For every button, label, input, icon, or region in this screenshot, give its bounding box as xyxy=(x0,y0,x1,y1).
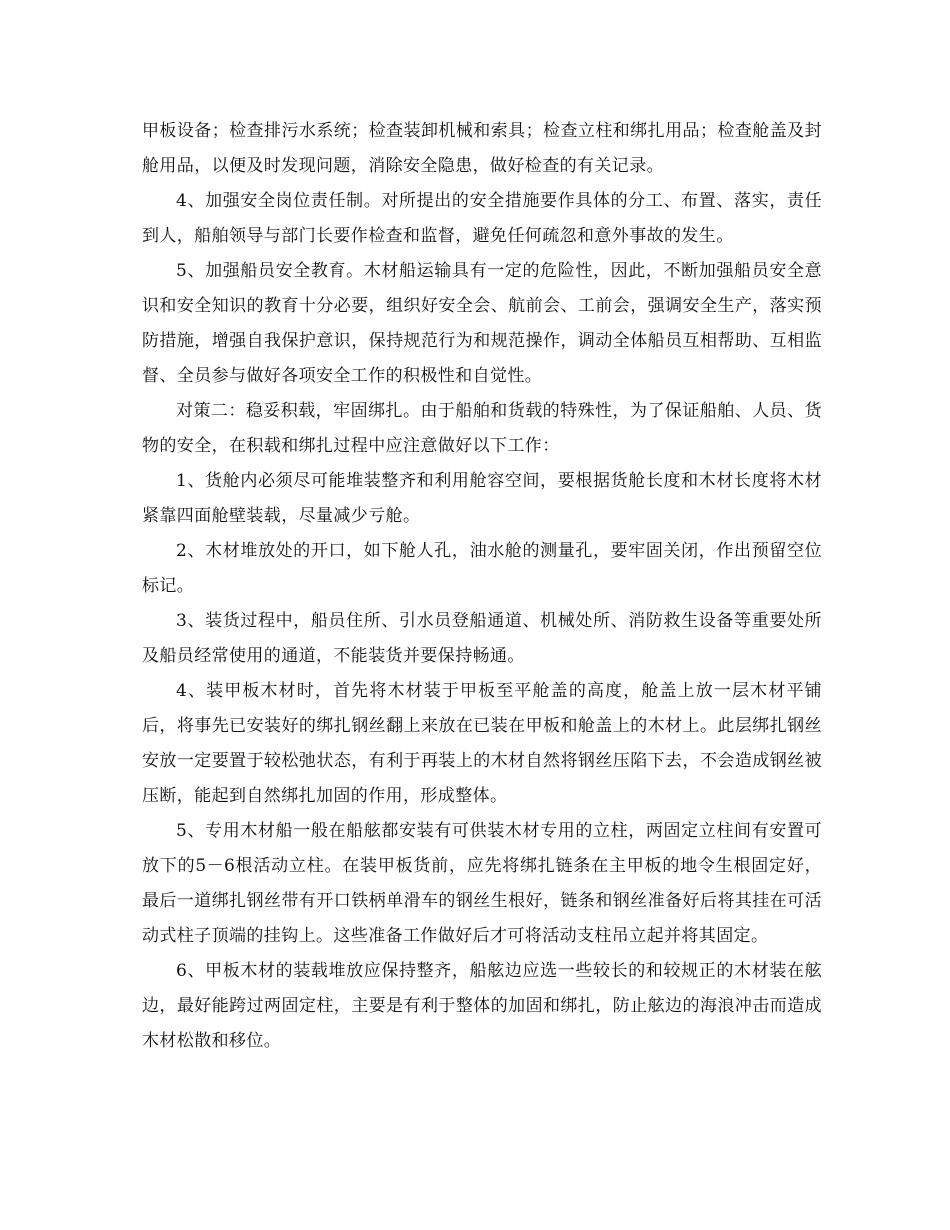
paragraph-safety-responsibility: 4、加强安全岗位责任制。对所提出的安全措施要作具体的分工、布置、落实，责任到人，船舶领导与部门长要作检查和监督，避免任何疏忽和意外事故的发生。 xyxy=(142,191,822,246)
paragraph-item-1-hold-stowage: 1、货舱内必须尽可能堆装整齐和利用舱容空间，要根据货舱长度和木材长度将木材紧靠四面舱壁装载，尽量减少亏舱。 xyxy=(142,471,822,526)
document-body xyxy=(142,114,822,1059)
paragraph-item-2-openings: 2、木材堆放处的开口，如下舱人孔，油水舱的测量孔，要牢固关闭，作出预留空位标记。 xyxy=(142,541,822,596)
paragraph-strategy-two: 对策二：稳妥积载，牢固绑扎。由于船舶和货载的特殊性，为了保证船舶、人员、货物的安全，在积载和绑扎过程中应注意做好以下工作： xyxy=(142,401,822,456)
paragraph-item-3-passages: 3、装货过程中，船员住所、引水员登船通道、机械处所、消防救生设备等重要处所及船员经常使用的通道，不能装货并要保持畅通。 xyxy=(142,611,822,666)
paragraph-inspection-list: 甲板设备；检查排污水系统；检查装卸机械和索具；检查立柱和绑扎用品；检查舱盖及封舱用品，以便及时发现问题，消除安全隐患，做好检查的有关记录。 xyxy=(142,121,822,176)
paragraph-item-4-deck-timber: 4、装甲板木材时，首先将木材装于甲板至平舱盖的高度，舱盖上放一层木材平铺后，将事先已安装好的绑扎钢丝翻上来放在已装在甲板和舱盖上的木材上。此层绑扎钢丝安放一定要置于较松弛状态，有利于再装上的木材自然将钢丝压陷下去，不会造成钢丝被压断，能起到自然绑扎加固的作用，形成整体。 xyxy=(142,681,822,806)
paragraph-crew-safety-education: 5、加强船员安全教育。木材船运输具有一定的危险性，因此，不断加强船员安全意识和安全知识的教育十分必要，组织好安全会、航前会、工前会，强调安全生产，落实预防措施，增强自我保护意识，保持规范行为和规范操作，调动全体船员互相帮助、互相监督、全员参与做好各项安全工作的积极性和自觉性。 xyxy=(142,261,822,386)
paragraph-item-6-deck-stacking: 6、甲板木材的装载堆放应保持整齐，船舷边应选一些较长的和较规正的木材装在舷边，最好能跨过两固定柱，主要是有利于整体的加固和绑扎，防止舷边的海浪冲击而造成木材松散和移位。 xyxy=(142,961,822,1051)
paragraph-item-5-stanchions: 5、专用木材船一般在船舷都安装有可供装木材专用的立柱，两固定立柱间有安置可放下的5－6根活动立柱。在装甲板货前，应先将绑扎链条在主甲板的地令生根固定好，最后一道绑扎钢丝带有开口铁柄单滑车的钢丝生根好，链条和钢丝准备好后将其挂在可活动式柱子顶端的挂钩上。这些准备工作做好后才可将活动支柱吊立起并将其固定。 xyxy=(142,821,822,946)
